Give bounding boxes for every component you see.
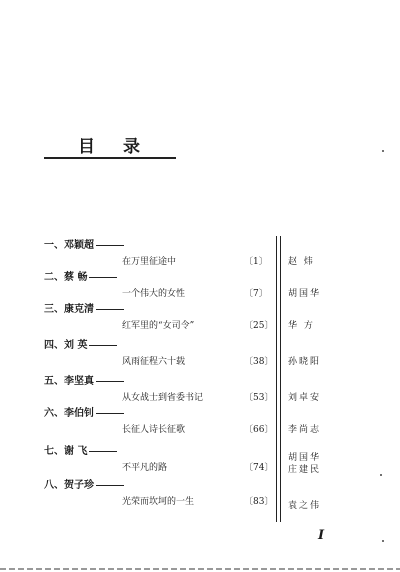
article-title: 一个伟大的女性 (122, 289, 186, 299)
article-title: 在万里征途中 (122, 257, 177, 267)
page-number: 〔53〕 (244, 393, 274, 403)
article-author: 孙晓阳 (288, 357, 322, 367)
page-number: 〔7〕 (244, 289, 268, 299)
entry-number: 二、 (44, 272, 64, 283)
print-speck (382, 540, 384, 542)
subject-name: 蔡 畅 (64, 272, 88, 283)
article-title: 从女战士到省委书记 (122, 393, 204, 403)
page-number: 〔83〕 (244, 497, 274, 507)
dash (89, 345, 117, 346)
article-author: 刘卓安 (288, 393, 322, 403)
page-number: 〔66〕 (244, 425, 274, 435)
page-number: 〔25〕 (244, 321, 274, 331)
subject-line (44, 404, 124, 419)
subject-name: 李伯钊 (64, 408, 94, 419)
article-title: 不平凡的路 (122, 463, 168, 473)
entry-number: 四、 (44, 340, 64, 351)
print-speck (380, 474, 382, 476)
subject-line (44, 442, 117, 457)
dash (89, 451, 117, 452)
article-author: 胡国华 (288, 289, 322, 299)
article-author: 华 方 (288, 321, 315, 331)
entry-number: 六、 (44, 408, 64, 419)
entry-number: 一、 (44, 240, 64, 251)
subject-line (44, 476, 124, 491)
dash (96, 245, 124, 246)
entry-number: 八、 (44, 480, 64, 491)
subject-line (44, 372, 124, 387)
subject-name: 康克清 (64, 304, 94, 315)
subject-line (44, 336, 117, 351)
page-number: 〔38〕 (244, 357, 274, 367)
article-title: 长征人诗长征歌 (122, 425, 186, 435)
article-author: 赵 炜 (288, 257, 315, 267)
subject-line (44, 300, 124, 315)
dash (89, 277, 117, 278)
article-author: 袁之伟 (288, 501, 322, 511)
article-author: 李尚志 (288, 425, 322, 435)
subject-name: 谢 飞 (64, 446, 88, 457)
dash (96, 381, 124, 382)
entry-number: 三、 (44, 304, 64, 315)
subject-line (44, 268, 117, 283)
article-author: 胡国华 庄建民 (288, 453, 322, 475)
subject-name: 邓颖超 (64, 240, 94, 251)
page-title: 目录 (78, 137, 168, 157)
entry-number: 七、 (44, 446, 64, 457)
page-folio: I (318, 528, 325, 543)
dash (96, 413, 124, 414)
dash (96, 309, 124, 310)
article-title: 红军里的“女司令” (122, 321, 195, 331)
subject-name: 贺子珍 (64, 480, 94, 491)
toc-entry (0, 476, 400, 524)
article-title: 光荣而坎坷的一生 (122, 497, 195, 507)
print-speck (382, 150, 384, 152)
dash (96, 485, 124, 486)
subject-line (44, 236, 124, 251)
subject-name: 李坚真 (64, 376, 94, 387)
scan-bottom-edge (0, 568, 400, 570)
page-number: 〔74〕 (244, 463, 274, 473)
article-title: 风雨征程六十载 (122, 357, 186, 367)
subject-name: 刘 英 (64, 340, 88, 351)
page-number: 〔1〕 (244, 257, 268, 267)
title-underline (44, 157, 176, 159)
entry-number: 五、 (44, 376, 64, 387)
